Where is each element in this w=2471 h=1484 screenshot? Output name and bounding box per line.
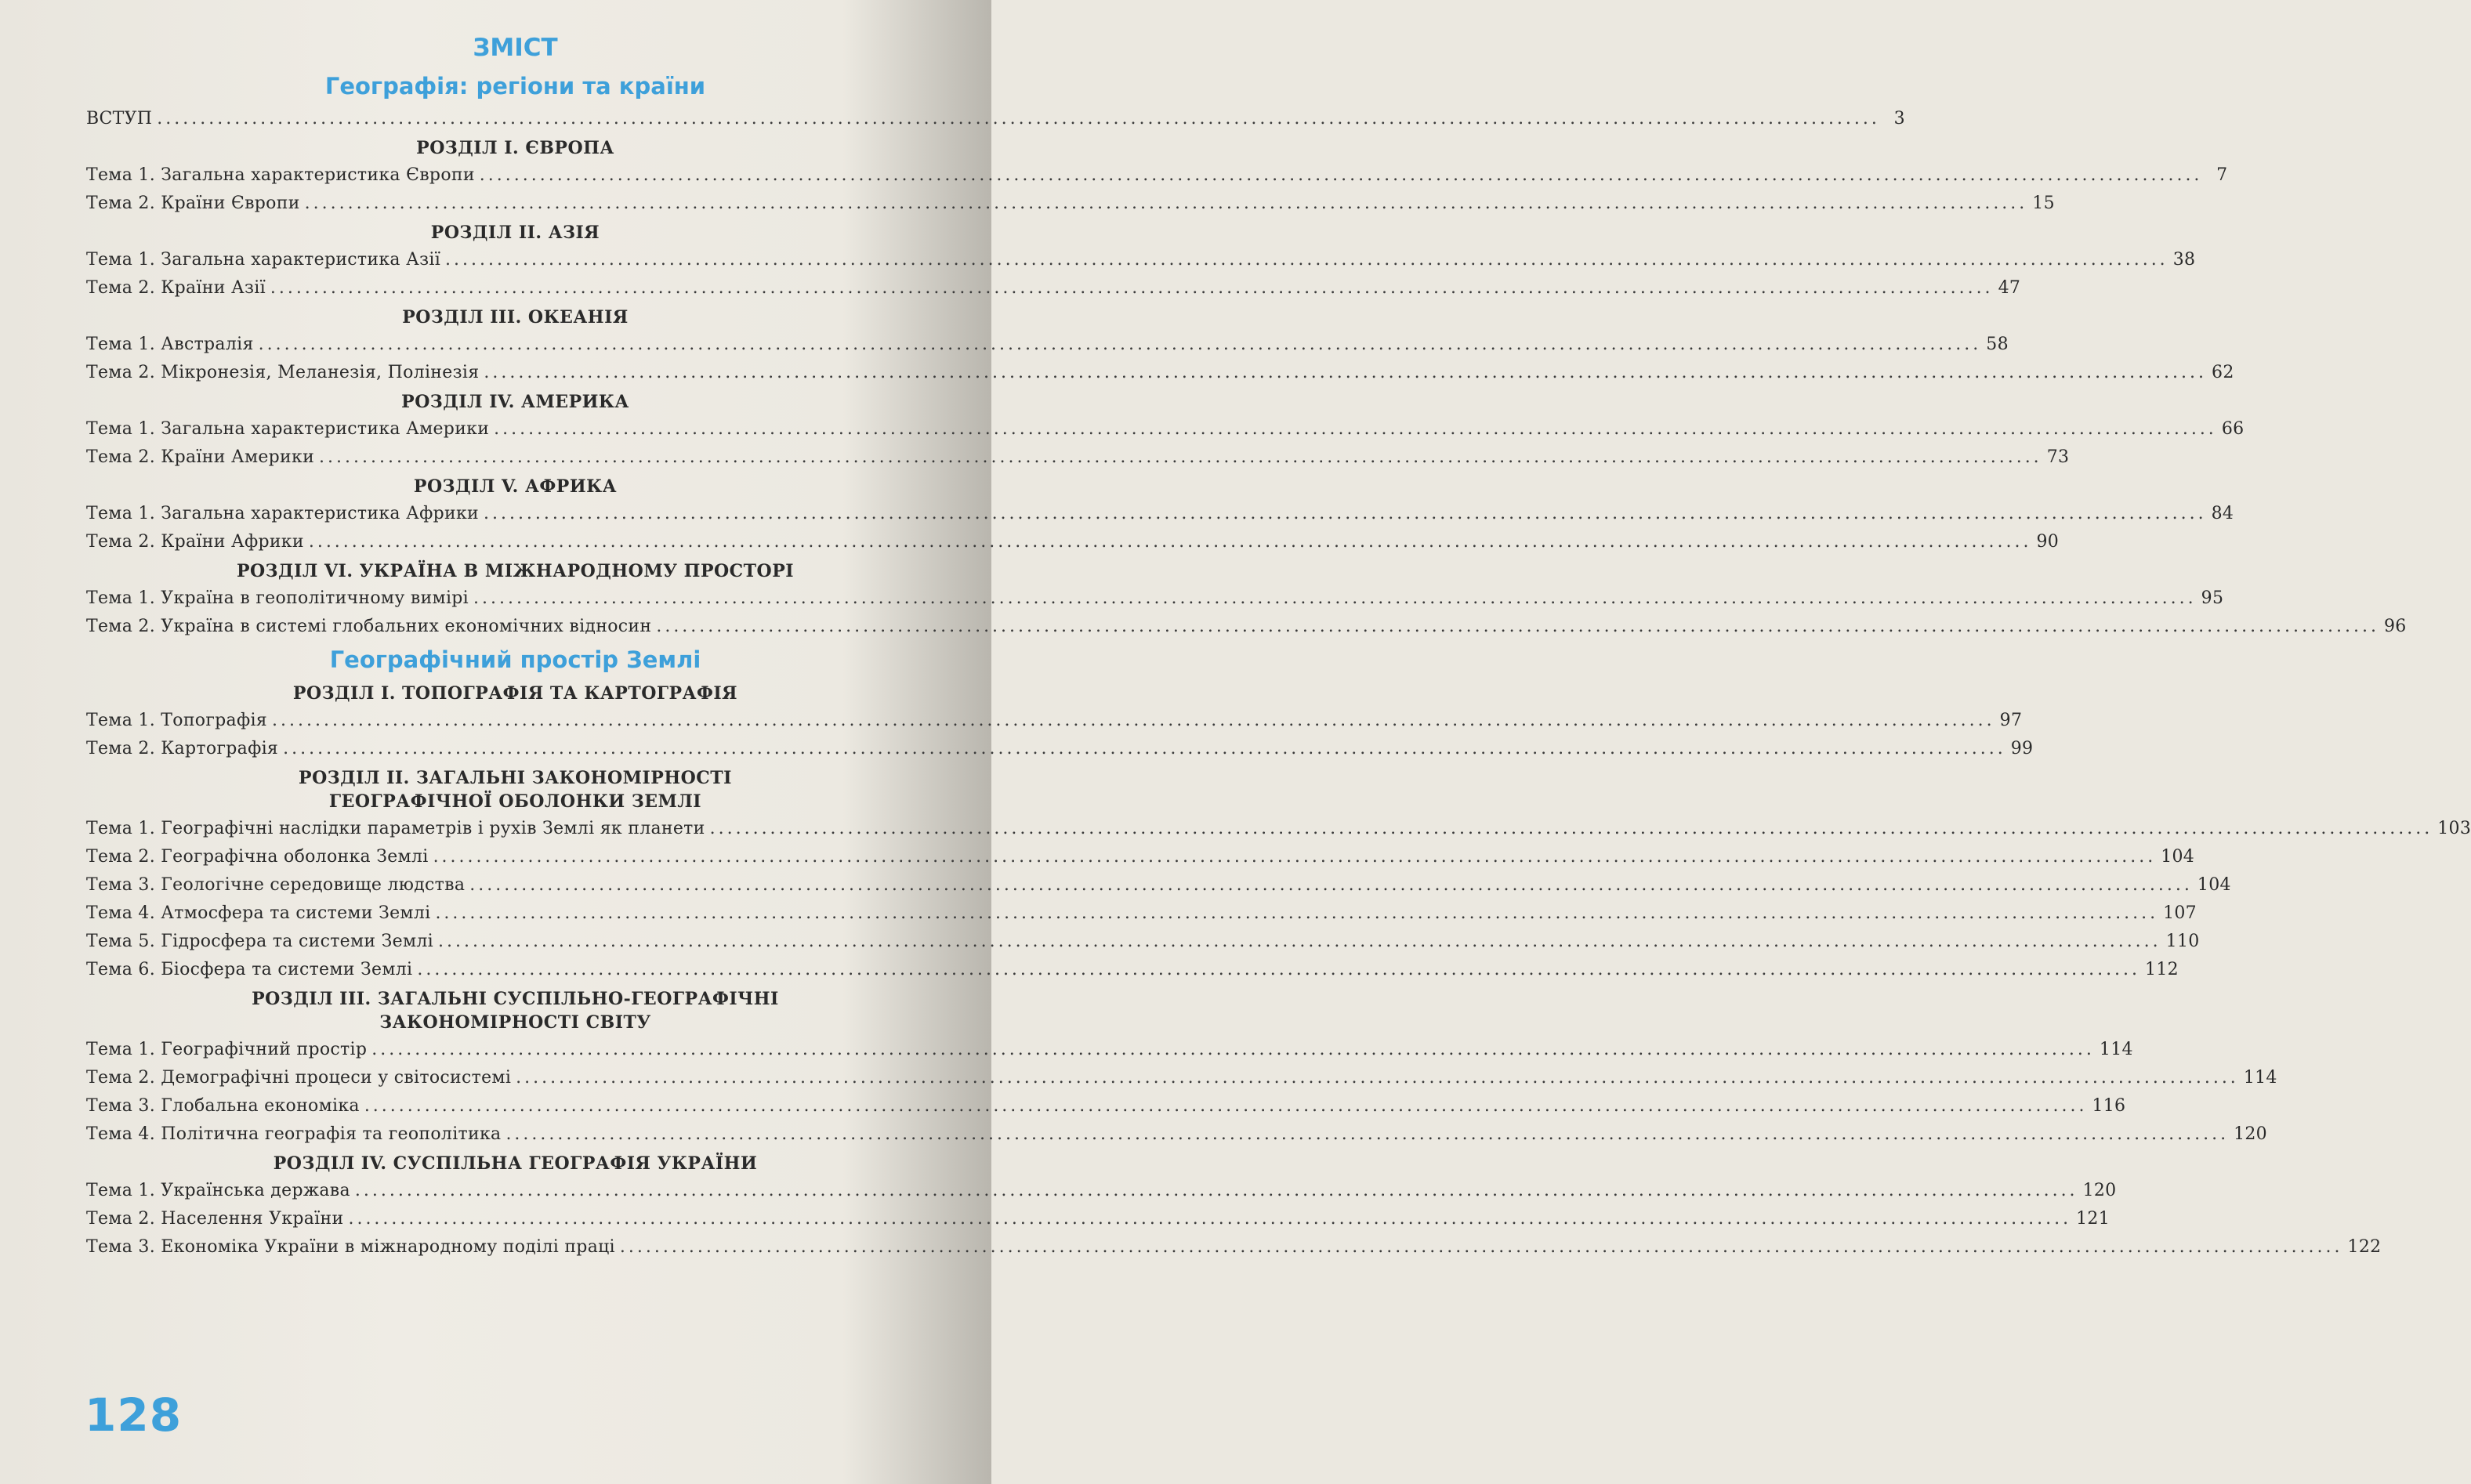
entry-page-number: 58 — [1986, 335, 2009, 354]
entry-page-number: 112 — [2145, 960, 2179, 979]
entry-page-number: 104 — [2161, 847, 2195, 867]
entry-page-number: 116 — [2092, 1096, 2126, 1116]
dot-leader: ........................................................................................................................................................................................................ — [656, 617, 2379, 636]
dot-leader: ........................................................................................................................................................................................................ — [283, 739, 2006, 758]
entry-label: Тема 2. Демографічні процеси у світосистемі — [86, 1068, 512, 1088]
entry-page-number: 73 — [2046, 447, 2070, 467]
toc-entry — [86, 585, 2224, 613]
entry-page-number: 84 — [2211, 504, 2234, 523]
entry-page-number: 7 — [2216, 165, 2228, 185]
entry-label: Тема 2. Україна в системі глобальних економічних відносин — [86, 617, 652, 636]
toc-entry — [86, 613, 2407, 641]
dot-leader: ........................................................................................................................................................................................................ — [354, 1181, 2078, 1200]
entry-label: Тема 2. Населення України — [86, 1209, 344, 1229]
entry-page-number: 38 — [2172, 250, 2196, 270]
dot-leader: ........................................................................................................................................................................................................ — [709, 819, 2433, 838]
section-heading: РОЗДІЛ II. ЗАГАЛЬНІ ЗАКОНОМІРНОСТІ ГЕОГРАФІЧНОЇ ОБОЛОНКИ ЗЕМЛІ — [299, 768, 732, 812]
dot-leader: ........................................................................................................................................................................................................ — [473, 588, 2197, 608]
toc-entry — [86, 443, 2070, 472]
entry-page-number: 62 — [2212, 363, 2234, 382]
toc-entry — [86, 528, 2060, 556]
part-title: Географія: регіони та країни — [324, 73, 706, 100]
dot-leader: ........................................................................................................................................................................................................ — [469, 875, 2193, 895]
entry-label: Тема 3. Геологічне середовище людства — [86, 875, 466, 895]
dot-leader: ........................................................................................................................................................................................................ — [157, 109, 1880, 128]
toc-entry — [86, 500, 2234, 528]
dot-leader: ........................................................................................................................................................................................................ — [272, 711, 1995, 730]
entry-label: Тема 1. Географічний простір — [86, 1040, 368, 1059]
dot-leader: ........................................................................................................................................................................................................ — [494, 419, 2217, 439]
entry-label: Тема 1. Україна в геополітичному вимірі — [86, 588, 469, 608]
dot-leader: ........................................................................................................................................................................................................ — [483, 504, 2207, 523]
entry-label: Тема 4. Атмосфера та системи Землі — [86, 903, 431, 923]
toc-entry — [86, 1064, 2277, 1092]
section-heading: РОЗДІЛ IV. СУСПІЛЬНА ГЕОГРАФІЯ УКРАЇНИ — [273, 1153, 758, 1174]
entry-label: ВСТУП — [86, 109, 153, 128]
entry-page-number: 103 — [2437, 819, 2471, 838]
dot-leader: ........................................................................................................................................................................................................ — [371, 1040, 2095, 1059]
dot-leader: ........................................................................................................................................................................................................ — [304, 194, 2028, 213]
toc-entry — [86, 928, 2200, 956]
entry-label: Тема 1. Загальна характеристика Азії — [86, 250, 441, 270]
entry-label: Тема 2. Географічна оболонка Землі — [86, 847, 429, 867]
dot-leader: ........................................................................................................................................................................................................ — [445, 250, 2168, 270]
dot-leader: ........................................................................................................................................................................................................ — [516, 1068, 2239, 1088]
toc-entry — [86, 1205, 2110, 1233]
toc-entry — [86, 707, 2023, 735]
dot-leader: ........................................................................................................................................................................................................ — [270, 278, 1994, 298]
toc-entry — [86, 843, 2195, 871]
entry-label: Тема 1. Загальна характеристика Європи — [86, 165, 475, 185]
toc-entry — [86, 274, 2021, 302]
entry-label: Тема 1. Українська держава — [86, 1181, 350, 1200]
toc-entry — [86, 871, 2231, 899]
toc-entry — [86, 331, 2009, 359]
entry-label: Тема 1. Топографія — [86, 711, 267, 730]
toc-entry — [86, 899, 2197, 928]
dot-leader: ........................................................................................................................................................................................................ — [438, 932, 2161, 951]
dot-leader: ........................................................................................................................................................................................................ — [484, 363, 2208, 382]
entry-page-number: 47 — [1998, 278, 2021, 298]
dot-leader: ........................................................................................................................................................................................................ — [348, 1209, 2072, 1229]
toc-entry — [86, 190, 2055, 218]
entry-page-number: 66 — [2221, 419, 2245, 439]
entry-page-number: 96 — [2383, 617, 2407, 636]
dot-leader: ........................................................................................................................................................................................................ — [319, 447, 2042, 467]
toc-entry — [86, 1092, 2126, 1120]
section-heading: РОЗДІЛ VI. УКРАЇНА В МІЖНАРОДНОМУ ПРОСТОРІ — [236, 561, 795, 581]
entry-page-number: 15 — [2032, 194, 2055, 213]
entry-label: Тема 3. Економіка України в міжнародному поділі праці — [86, 1237, 615, 1257]
dot-leader: ........................................................................................................................................................................................................ — [479, 165, 2203, 185]
entry-page-number: 90 — [2036, 532, 2060, 552]
dot-leader: ........................................................................................................................................................................................................ — [435, 903, 2159, 923]
section-heading: РОЗДІЛ III. ЗАГАЛЬНІ СУСПІЛЬНО-ГЕОГРАФІЧНІ ЗАКОНОМІРНОСТІ СВІТУ — [252, 989, 779, 1033]
dot-leader: ........................................................................................................................................................................................................ — [433, 847, 2157, 867]
entry-label: Тема 6. Біосфера та системи Землі — [86, 960, 413, 979]
toc-entry — [86, 956, 2179, 984]
entry-label: Тема 2. Мікронезія, Меланезія, Полінезія — [86, 363, 480, 382]
toc-entry — [86, 815, 2471, 843]
entry-page-number: 97 — [1999, 711, 2023, 730]
entry-page-number: 3 — [1893, 109, 1905, 128]
toc-entry — [86, 246, 2196, 274]
toc-entry — [86, 735, 2034, 763]
dot-leader: ........................................................................................................................................................................................................ — [417, 960, 2141, 979]
toc-entry-intro — [86, 105, 1905, 133]
entry-page-number: 122 — [2347, 1237, 2382, 1257]
entry-page-number: 114 — [2099, 1040, 2133, 1059]
dot-leader: ........................................................................................................................................................................................................ — [364, 1096, 2088, 1116]
entry-page-number: 120 — [2082, 1181, 2117, 1200]
entry-page-number: 121 — [2076, 1209, 2110, 1229]
entry-label: Тема 2. Країни Америки — [86, 447, 315, 467]
entry-label: Тема 3. Глобальна економіка — [86, 1096, 360, 1116]
entry-label: Тема 1. Географічні наслідки параметрів і рухів Землі як планети — [86, 819, 705, 838]
entry-label: Тема 1. Загальна характеристика Африки — [86, 504, 479, 523]
entry-label: Тема 4. Політична географія та геополітика — [86, 1124, 502, 1144]
part-title: Географічний простір Землі — [329, 646, 701, 673]
section-heading: РОЗДІЛ I. ЄВРОПА — [416, 138, 614, 158]
toc-entry — [86, 415, 2245, 443]
section-heading: РОЗДІЛ III. ОКЕАНІЯ — [402, 307, 629, 328]
toc-title: ЗМІСТ — [473, 34, 558, 62]
toc-entry — [86, 1177, 2117, 1205]
entry-label: Тема 1. Австралія — [86, 335, 254, 354]
entry-label: Тема 2. Картографія — [86, 739, 279, 758]
toc-entry — [86, 359, 2234, 387]
entry-label: Тема 5. Гідросфера та системи Землі — [86, 932, 434, 951]
entry-label: Тема 2. Країни Азії — [86, 278, 266, 298]
table-of-contents — [86, 28, 2471, 1261]
toc-entry — [86, 1036, 2133, 1064]
section-heading: РОЗДІЛ V. АФРИКА — [413, 476, 618, 497]
entry-page-number: 104 — [2197, 875, 2231, 895]
section-heading: РОЗДІЛ IV. АМЕРИКА — [401, 392, 629, 412]
dot-leader: ........................................................................................................................................................................................................ — [258, 335, 1982, 354]
toc-entry — [86, 161, 2228, 190]
dot-leader: ........................................................................................................................................................................................................ — [619, 1237, 2343, 1257]
entry-page-number: 95 — [2201, 588, 2224, 608]
section-heading: РОЗДІЛ II. АЗІЯ — [430, 223, 600, 243]
page-number: 128 — [85, 1388, 183, 1442]
entry-label: Тема 1. Загальна характеристика Америки — [86, 419, 490, 439]
entry-label: Тема 2. Країни Європи — [86, 194, 300, 213]
entry-label: Тема 2. Країни Африки — [86, 532, 304, 552]
entry-page-number: 99 — [2010, 739, 2034, 758]
entry-page-number: 114 — [2243, 1068, 2277, 1088]
section-heading: РОЗДІЛ I. ТОПОГРАФІЯ ТА КАРТОГРАФІЯ — [292, 683, 738, 704]
dot-leader: ........................................................................................................................................................................................................ — [505, 1124, 2230, 1144]
entry-page-number: 110 — [2165, 932, 2200, 951]
dot-leader: ........................................................................................................................................................................................................ — [308, 532, 2032, 552]
entry-page-number: 107 — [2163, 903, 2197, 923]
toc-entry — [86, 1233, 2382, 1261]
entry-page-number: 120 — [2234, 1124, 2267, 1144]
toc-entry — [86, 1120, 2267, 1149]
